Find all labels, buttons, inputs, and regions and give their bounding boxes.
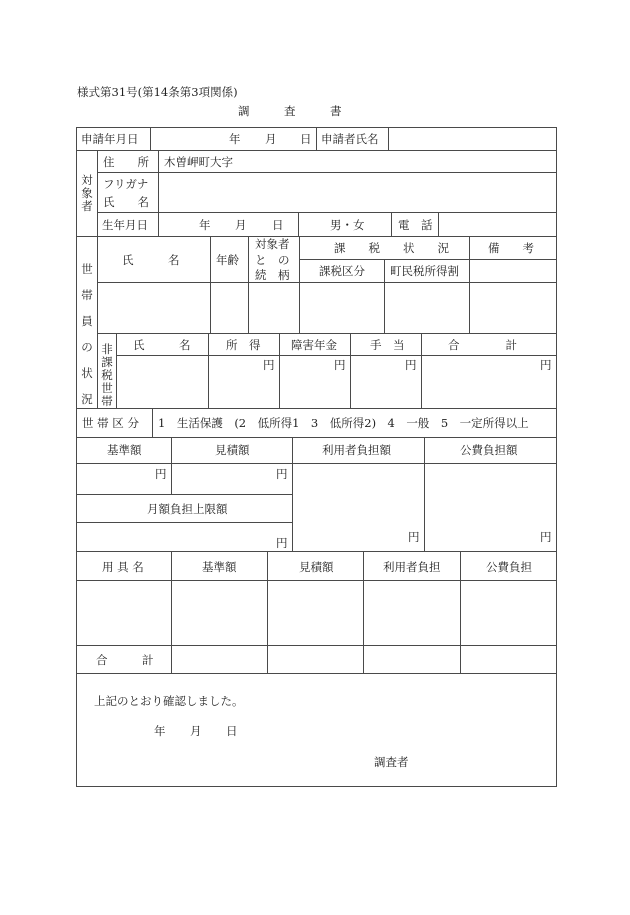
allowance-yen: 円 — [405, 358, 417, 372]
classification-label: 世 帯 区 分 — [82, 416, 139, 430]
application-date-field[interactable] — [151, 128, 315, 149]
confirm-month-label: 月 — [190, 724, 202, 738]
user-burden-label: 利用者負担額 — [322, 443, 391, 457]
subject-side-label: 対象者 — [81, 173, 93, 213]
sex-select[interactable]: 男・女 — [330, 218, 365, 232]
relation-header-3: 続 柄 — [255, 268, 290, 282]
nontax-allowance-header: 手 当 — [370, 338, 405, 352]
classification-options[interactable]: 1 生活保護 (2 低所得1 3 低所得2) 4 一般 5 一定所得以上 — [158, 416, 529, 430]
address-label: 住 所 — [103, 155, 149, 169]
form-number: 様式第31号(第14条第3項関係) — [77, 85, 238, 99]
nontax-name-header: 氏 名 — [133, 338, 191, 352]
name-label: 氏 名 — [103, 195, 149, 209]
nontax-total-header: 合 計 — [448, 338, 517, 352]
remarks-header: 備 考 — [488, 241, 534, 255]
user-burden-yen: 円 — [408, 530, 420, 544]
address-value[interactable]: 木曽岬町大字 — [164, 155, 233, 169]
equipment-name-header: 用 具 名 — [102, 560, 144, 574]
household-name-header: 氏 名 — [122, 253, 180, 267]
monthly-limit-label: 月額負担上限額 — [147, 502, 228, 516]
public-burden-yen: 円 — [540, 530, 552, 544]
equipment-standard-header: 基準額 — [202, 560, 237, 574]
income-yen: 円 — [263, 358, 275, 372]
monthly-limit-yen: 円 — [276, 536, 288, 550]
phone-field[interactable] — [439, 213, 555, 235]
age-header: 年齢 — [216, 253, 239, 267]
nontax-side-label: 非課税世帯 — [101, 342, 113, 408]
nontax-income-header: 所 得 — [226, 338, 261, 352]
tax-status-header: 課 税 状 況 — [334, 241, 449, 255]
furigana-label: フリガナ — [103, 177, 149, 191]
birth-year-label: 年 — [199, 218, 211, 232]
birthdate-label: 生年月日 — [102, 218, 148, 232]
equipment-estimate-header: 見積額 — [299, 560, 334, 574]
standard-yen: 円 — [155, 467, 167, 481]
equipment-user-header: 利用者負担 — [383, 560, 441, 574]
applicant-name-field[interactable] — [389, 128, 555, 149]
household-side-label: 世帯員の状況 — [81, 262, 93, 406]
nontax-pension-header: 障害年金 — [291, 338, 337, 352]
relation-header-1: 対象者 — [255, 237, 290, 251]
standard-amount-label: 基準額 — [107, 443, 142, 457]
application-month-label: 月 — [265, 132, 277, 146]
confirmation-statement: 上記のとおり確認しました。 — [94, 694, 244, 708]
equipment-entry-row[interactable] — [77, 581, 555, 644]
name-field[interactable] — [159, 173, 555, 211]
application-date-label: 申請年月日 — [81, 132, 139, 146]
phone-label: 電 話 — [398, 218, 433, 232]
applicant-name-label: 申請者氏名 — [321, 132, 379, 146]
birth-month-label: 月 — [235, 218, 247, 232]
total-yen: 円 — [540, 358, 552, 372]
tax-class-header: 課税区分 — [319, 264, 365, 278]
public-burden-label: 公費負担額 — [460, 443, 518, 457]
document-title: 調 査 書 — [238, 104, 342, 118]
estimate-yen: 円 — [276, 467, 288, 481]
relation-header-2: と の — [255, 253, 290, 267]
confirm-year-label: 年 — [154, 724, 166, 738]
confirm-day-label: 日 — [226, 724, 238, 738]
equipment-total-label: 合 計 — [96, 653, 154, 667]
application-year-label: 年 — [229, 132, 241, 146]
estimate-amount-label: 見積額 — [215, 443, 250, 457]
equipment-public-header: 公費負担 — [486, 560, 532, 574]
application-day-label: 日 — [300, 132, 312, 146]
birth-day-label: 日 — [272, 218, 284, 232]
investigator-label: 調査者 — [374, 755, 409, 769]
household-entry-row[interactable] — [98, 283, 556, 332]
pension-yen: 円 — [334, 358, 346, 372]
town-tax-header: 町民税所得割 — [390, 264, 459, 278]
